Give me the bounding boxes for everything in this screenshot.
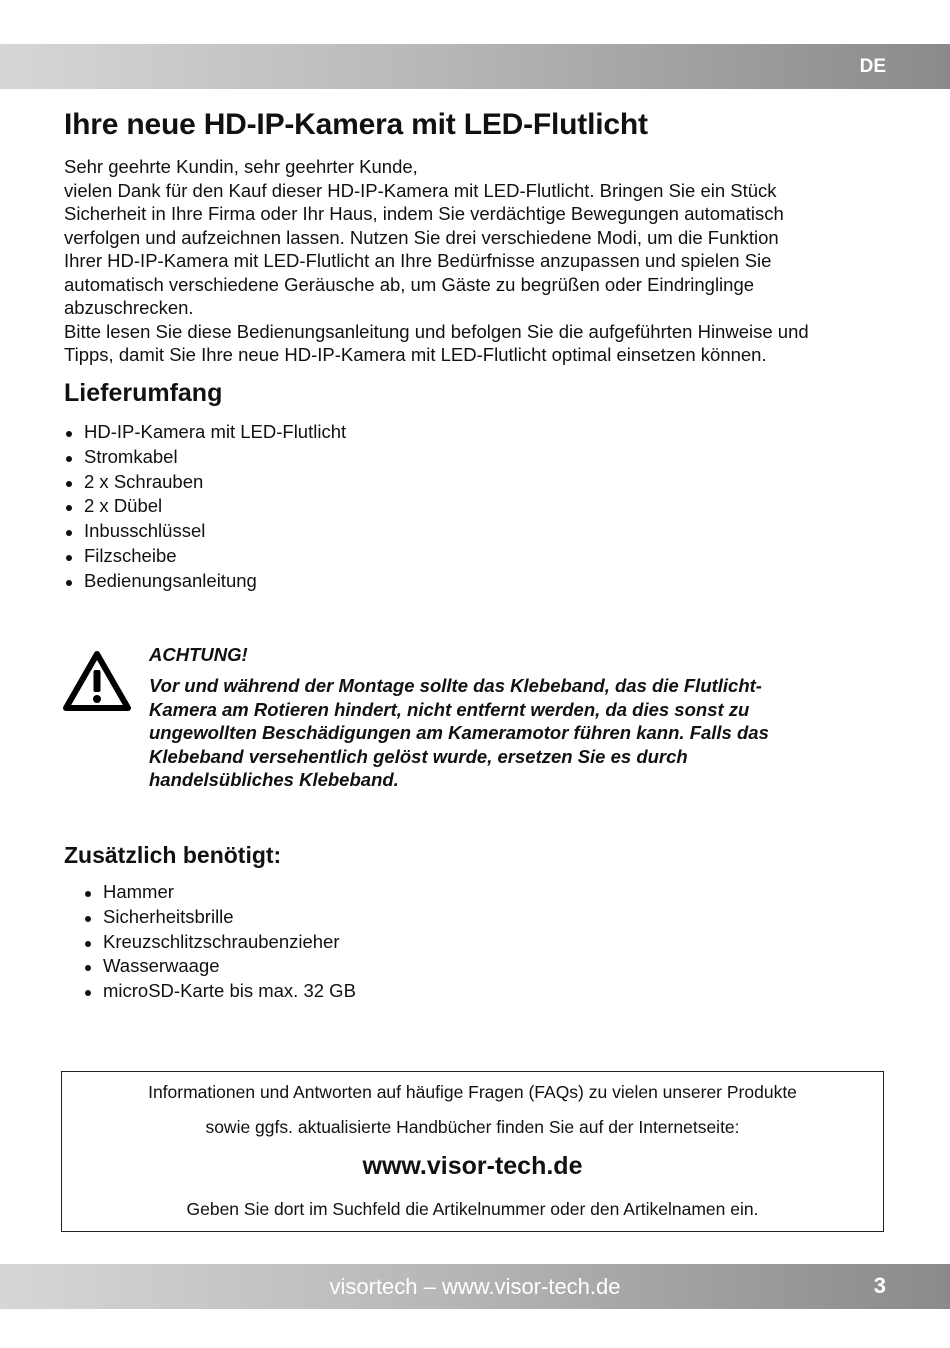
text-line: automatisch verschiedene Geräusche ab, um Gäste zu begrüßen oder Eindringlinge [64,273,755,295]
language-label: DE [859,56,886,77]
list-item: Wasserwaage [84,954,356,979]
warning-title: ACHTUNG! [149,644,248,665]
text-line: abzuschrecken. [64,297,194,318]
page-title: Ihre neue HD-IP-Kamera mit LED-Flutlicht [64,108,648,141]
website-link[interactable]: www.visor-tech.de [362,1152,583,1180]
warning-triangle-icon [62,650,132,712]
text-line: Ihrer HD-IP-Kamera mit LED-Flutlicht an Ihre Bedürfnisse anzupassen und spielen Sie [64,250,772,271]
list-item: Inbusschlüssel [65,519,346,544]
text-line: Kamera am Rotieren hindert, nicht entfernt werden, da dies sonst zu [149,698,750,720]
lieferumfang-list [65,420,346,594]
list-item: Kreuzschlitzschraubenzieher [84,930,356,955]
intro-paragraph-2 [64,320,894,367]
info-text-line: Geben Sie dort im Suchfeld die Artikelnummer oder den Artikelnamen ein. [186,1199,759,1219]
text-line: ungewollten Beschädigungen am Kameramotor führen kann. Falls das [149,722,769,744]
text-line: Bitte lesen Sie diese Bedienungsanleitung und befolgen Sie die aufgeführten Hinweise und [64,320,809,342]
list-item: 2 x Schrauben [65,470,346,495]
warning-text [149,674,849,792]
list-item: 2 x Dübel [65,494,346,519]
list-item: Filzscheibe [65,544,346,569]
list-item: Stromkabel [65,445,346,470]
info-text-line: sowie ggfs. aktualisierte Handbücher finden Sie auf der Internetseite: [205,1117,740,1137]
text-line: verfolgen und aufzeichnen lassen. Nutzen Sie drei verschiedene Modi, um die Funktion [64,226,779,248]
top-header-bar [0,44,950,89]
list-item: microSD-Karte bis max. 32 GB [84,979,356,1004]
list-item: Bedienungsanleitung [65,569,346,594]
footer-text: visortech – www.visor-tech.de [329,1274,621,1299]
intro-paragraph-1 [64,179,894,320]
text-line: vielen Dank für den Kauf dieser HD-IP-Kamera mit LED-Flutlicht. Bringen Sie ein Stück [64,179,777,201]
page-number: 3 [873,1273,886,1298]
text-line: Tipps, damit Sie Ihre neue HD-IP-Kamera mit LED-Flutlicht optimal einsetzen können. [64,344,767,365]
text-line: Sicherheit in Ihre Firma oder Ihr Haus, indem Sie verdächtige Bewegungen automatisch [64,203,784,224]
list-item: HD-IP-Kamera mit LED-Flutlicht [65,420,346,445]
lieferumfang-heading: Lieferumfang [64,379,223,407]
info-text-line: Informationen und Antworten auf häufige Fragen (FAQs) zu vielen unserer Produkte [148,1082,797,1102]
intro-text [64,155,894,367]
text-line: Klebeband versehentlich gelöst wurde, ersetzen Sie es durch [149,745,688,767]
info-box [61,1071,884,1232]
zusaetzlich-list [84,880,356,1004]
text-line: handelsübliches Klebeband. [149,769,399,791]
text-line: Vor und während der Montage sollte das Klebeband, das die Flutlicht- [149,675,762,696]
footer-bar [0,1264,950,1309]
zusaetzlich-heading: Zusätzlich benötigt: [64,842,282,868]
list-item: Sicherheitsbrille [84,905,356,930]
list-item: Hammer [84,880,356,905]
greeting: Sehr geehrte Kundin, sehr geehrter Kunde, [64,156,418,177]
